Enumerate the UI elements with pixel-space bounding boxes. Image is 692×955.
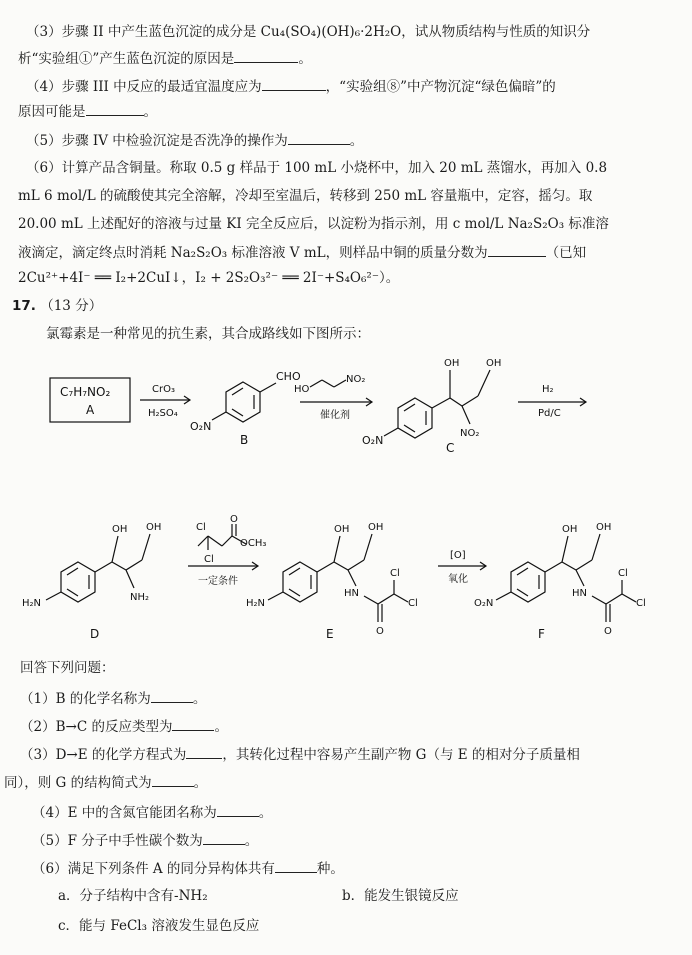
o2n-group-b: O₂N <box>190 420 212 433</box>
answer-blank[interactable] <box>203 830 245 845</box>
reagent2-no2: NO₂ <box>346 374 366 385</box>
q17-conditions-ab <box>58 886 678 906</box>
oh-label: OH <box>444 358 460 369</box>
answer-blank[interactable] <box>217 802 259 817</box>
oh-label: OH <box>368 522 384 533</box>
step3-reagent-top: H₂ <box>542 384 554 395</box>
answer-blank[interactable] <box>275 858 317 873</box>
no2-group-c: NO₂ <box>460 428 480 439</box>
q17-condition-c: c．能与 FeCl₃ 溶液发生显色反应 <box>58 918 260 934</box>
label-e: E <box>326 627 334 641</box>
h2n-group-d: H₂N <box>22 598 42 609</box>
q16-p6-line4: 液滴定，滴定终点时消耗 Na₂S₂O₃ 标准溶液 V mL，则样品中铜的质量分数为 （已知 <box>18 242 678 263</box>
cl-label: Cl <box>204 554 214 565</box>
h2n-group-e: H₂N <box>246 598 266 609</box>
oh-label: OH <box>486 358 502 369</box>
q16-p6-line3: 20.00 mL 上述配好的溶液与过量 KI 完全反应后，以淀粉为指示剂，用 c mol/L Na₂S₂O₃ 标准溶 <box>18 216 609 232</box>
cl-label: Cl <box>408 598 418 609</box>
q17-s6: （6）满足下列条件 A 的同分异构体共有 种。 <box>32 858 678 879</box>
q17-s4: （4）E 中的含氮官能团名称为 。 <box>32 802 678 823</box>
cho-group: CHO <box>276 370 301 383</box>
condition-a: a．分子结构中含有-NH₂ <box>58 888 208 904</box>
q16-p4-line2: 原因可能是 。 <box>18 101 678 122</box>
answer-blank[interactable] <box>262 76 326 91</box>
cl-label: Cl <box>618 568 628 579</box>
box-formula: C₇H₇NO₂ <box>60 385 111 399</box>
q17-intro: 氯霉素是一种常见的抗生素，其合成路线如下图所示： <box>46 326 370 342</box>
o2n-group-c: O₂N <box>362 434 384 447</box>
oh-label: OH <box>596 522 612 533</box>
oh-label: OH <box>334 524 350 535</box>
answer-blank[interactable] <box>288 130 350 145</box>
condition-b: b．能发生银镜反应 <box>342 888 459 904</box>
answer-blank[interactable] <box>152 772 194 787</box>
answer-blank[interactable] <box>234 48 298 63</box>
q16-p6-line1: （6）计算产品含铜量。称取 0.5 g 样品于 100 mL 小烧杯中，加入 20 mL 蒸馏水，再加入 0.8 <box>26 160 608 176</box>
answer-blank[interactable] <box>186 744 222 759</box>
step1-reagent-top: CrO₃ <box>152 384 175 395</box>
answer-blank[interactable] <box>151 688 193 703</box>
o-label: O <box>376 626 384 637</box>
reagent2-ho: HO <box>294 384 310 395</box>
step5-reagent-top: [O] <box>450 550 466 561</box>
oh-label: OH <box>146 522 162 533</box>
step3-reagent-bottom: Pd/C <box>538 408 561 419</box>
oh-label: OH <box>112 524 128 535</box>
step2-catalyst: 催化剂 <box>320 410 350 421</box>
step1-reagent-bottom: H₂SO₄ <box>148 408 178 419</box>
answer-prompt: 回答下列问题： <box>20 660 115 676</box>
label-a: A <box>86 403 95 417</box>
synthesis-scheme <box>0 340 692 650</box>
cl-label: Cl <box>196 522 206 533</box>
q17-header: 17. （13 分） <box>12 298 103 314</box>
q17-s5: （5）F 分子中手性碳个数为 。 <box>32 830 678 851</box>
hn-group-e: HN <box>344 588 359 599</box>
q16-p3-line1: （3）步骤 II 中产生蓝色沉淀的成分是 Cu₄(SO₄)(OH)₆·2H₂O，试从物质结构与性质的知识分 <box>26 24 591 40</box>
q17-s3-line1: （3）D→E 的化学方程式为 ，其转化过程中容易产生副产物 G（与 E 的相对分子质量相 <box>20 744 678 765</box>
cl-label: Cl <box>390 568 400 579</box>
step5-reagent-bottom: 氧化 <box>448 574 468 585</box>
oh-label: OH <box>562 524 578 535</box>
label-f: F <box>538 627 545 641</box>
q17-s3-line2: 同），则 G 的结构简式为 。 <box>4 772 678 793</box>
nh2-group: NH₂ <box>130 592 150 603</box>
q16-p6-line2: mL 6 mol/L 的硫酸使其完全溶解，冷却至室温后，转移到 250 mL 容量瓶中，定容，摇匀。取 <box>18 188 593 204</box>
q16-p5: （5）步骤 IV 中检验沉淀是否洗净的操作为 。 <box>26 130 678 151</box>
q16-p6-line5: 2Cu²⁺+4I⁻ ══ I₂+2CuI↓，I₂ + 2S₂O₃²⁻ ══ 2I⁻+S₄O₆²⁻）。 <box>18 270 400 286</box>
q17-s1: （1）B 的化学名称为 。 <box>20 688 678 709</box>
o-label: O <box>230 514 238 525</box>
answer-blank[interactable] <box>86 101 144 116</box>
q16-p3-line2: 析“实验组①”产生蓝色沉淀的原因是 。 <box>18 48 678 69</box>
step4-condition: 一定条件 <box>198 576 238 587</box>
answer-blank[interactable] <box>172 716 214 731</box>
reagent4-ome: OCH₃ <box>240 538 267 549</box>
q17-s2: （2）B→C 的反应类型为 。 <box>20 716 678 737</box>
label-d: D <box>90 627 100 641</box>
hn-group-f: HN <box>572 588 587 599</box>
label-b: B <box>240 433 249 447</box>
answer-blank[interactable] <box>488 242 546 257</box>
cl-label: Cl <box>636 598 646 609</box>
label-c: C <box>446 441 455 455</box>
o-label: O <box>604 626 612 637</box>
q16-p4-line1: （4）步骤 III 中反应的最适宜温度应为 ，“实验组⑧”中产物沉淀“绿色偏暗”的 <box>26 76 678 97</box>
o2n-group-f: O₂N <box>474 598 494 609</box>
